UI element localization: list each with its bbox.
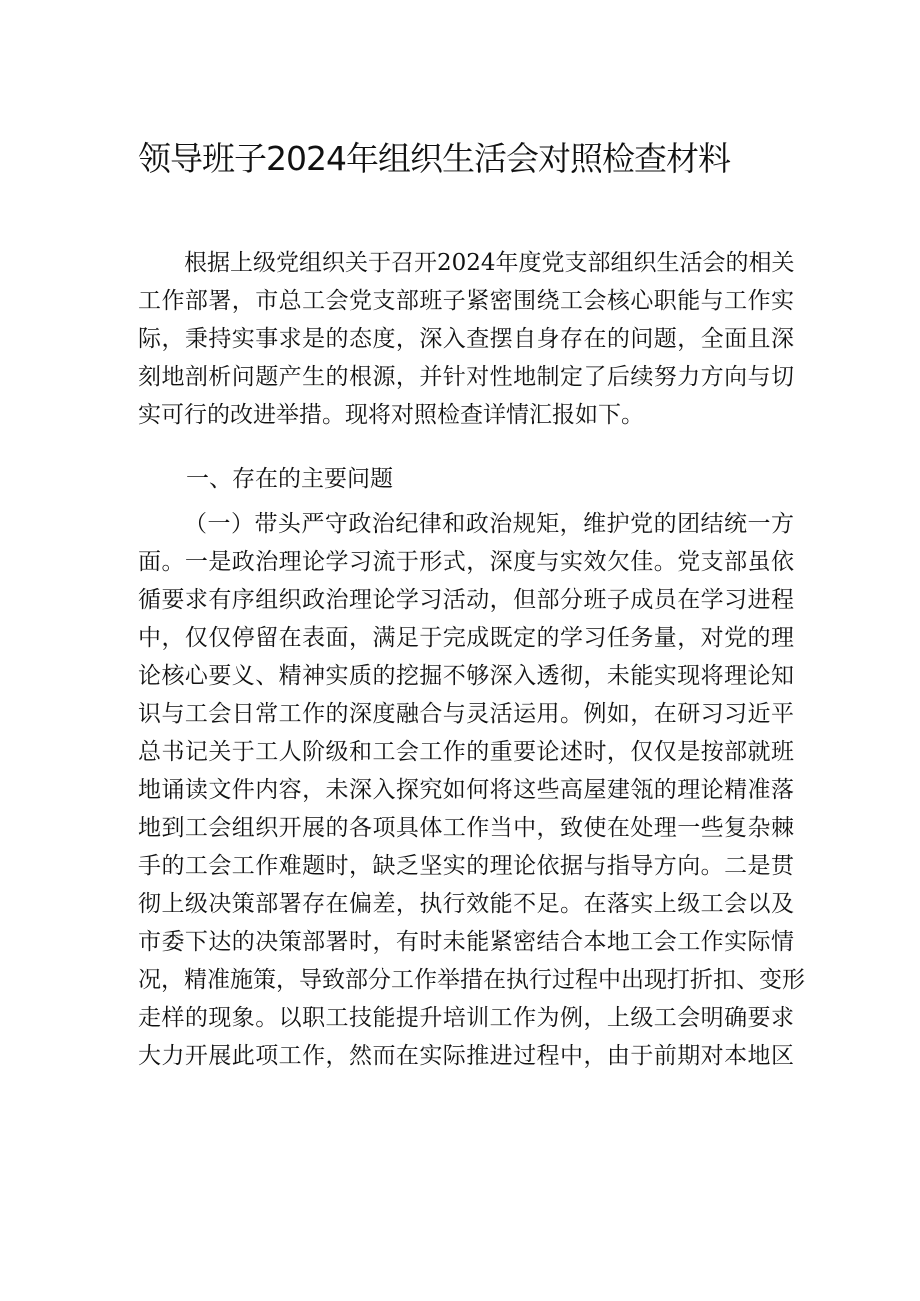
section-line: 地到工会组织开展的各项具体工作当中，致使在处理一些复杂棘 <box>138 815 794 841</box>
intro-line: 根据上级党组织关于召开2024年度党支部组织生活会的相关 <box>184 250 795 276</box>
section-line: 中，仅仅停留在表面，满足于完成既定的学习任务量，对党的理 <box>138 625 794 651</box>
document-title: 领导班子2024年组织生活会对照检查材料 <box>138 139 730 178</box>
section-line: 论核心要义、精神实质的挖掘不够深入透彻，未能实现将理论知 <box>138 663 794 689</box>
section-line: 大力开展此项工作，然而在实际推进过程中，由于前期对本地区 <box>138 1043 794 1069</box>
section-paragraph <box>138 505 805 1075</box>
section-line: 手的工会工作难题时，缺乏坚实的理论依据与指导方向。二是贯 <box>138 853 794 879</box>
intro-line: 际，秉持实事求是的态度，深入查摆自身存在的问题，全面且深 <box>138 326 794 352</box>
section-line: 地诵读文件内容，未深入探究如何将这些高屋建瓴的理论精准落 <box>138 777 794 803</box>
intro-paragraph <box>138 244 794 434</box>
section-line: 循要求有序组织政治理论学习活动，但部分班子成员在学习进程 <box>138 587 794 613</box>
section-line: 况，精准施策，导致部分工作举措在执行过程中出现打折扣、变形 <box>138 967 805 993</box>
intro-line: 刻地剖析问题产生的根源，并针对性地制定了后续努力方向与切 <box>138 364 794 390</box>
intro-line: 工作部署，市总工会党支部班子紧密围绕工会核心职能与工作实 <box>138 288 794 314</box>
section-heading: 一、存在的主要问题 <box>186 466 393 492</box>
section-line: 彻上级决策部署存在偏差，执行效能不足。在落实上级工会以及 <box>138 891 794 917</box>
section-line: 市委下达的决策部署时，有时未能紧密结合本地工会工作实际情 <box>138 929 794 955</box>
section-line: （一）带头严守政治纪律和政治规矩，维护党的团结统一方 <box>184 511 794 537</box>
section-line: 总书记关于工人阶级和工会工作的重要论述时，仅仅是按部就班 <box>138 739 794 765</box>
intro-line: 实可行的改进举措。现将对照检查详情汇报如下。 <box>138 402 644 428</box>
section-line: 走样的现象。以职工技能提升培训工作为例，上级工会明确要求 <box>138 1005 794 1031</box>
section-line: 识与工会日常工作的深度融合与灵活运用。例如，在研习习近平 <box>138 701 794 727</box>
section-line: 面。一是政治理论学习流于形式，深度与实效欠佳。党支部虽依 <box>138 549 794 575</box>
